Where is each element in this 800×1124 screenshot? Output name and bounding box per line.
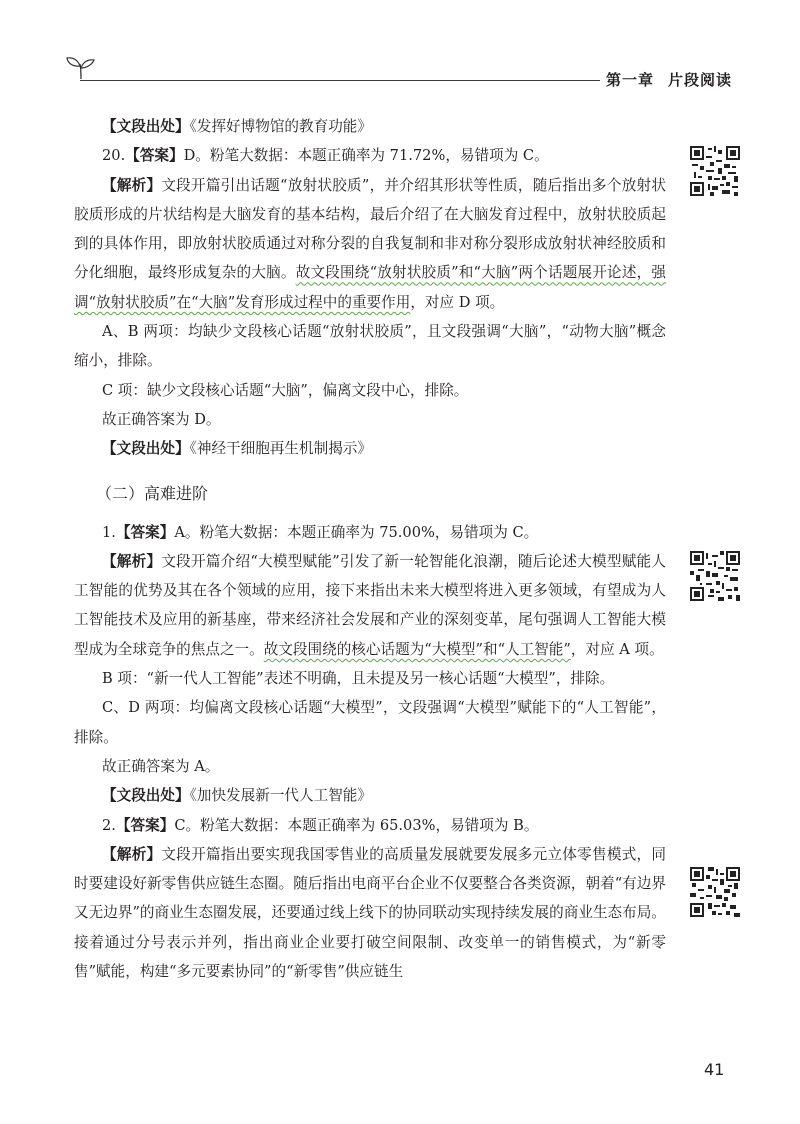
q20-option-ab: A、B 两项：均缺少文段核心话题“放射状胶质”，且文段强调“大脑”，“动物大脑”概念缩小，排除。	[74, 323, 666, 370]
answer-label: 【答案】	[115, 816, 175, 834]
analysis-key-sentence: 故文段围绕“放射状胶质”和“大脑”两个话题展开论述，强调“放射状胶质”在“大脑”发育形成过程中的重要作用	[74, 264, 666, 311]
q20-source	[74, 434, 666, 463]
analysis-label: 【解析】	[102, 552, 162, 570]
source-label: 【文段出处】	[102, 118, 190, 135]
page-number: 41	[704, 1060, 725, 1079]
answer-text: C。粉笔大数据：本题正确率为 65.03%，易错项为 B。	[174, 816, 539, 834]
header-rule	[80, 80, 600, 81]
question-number: 20.	[102, 147, 126, 165]
q1-conclusion: 故正确答案为 A。	[102, 757, 220, 775]
source-title: 《发挥好博物馆的教育功能》	[189, 118, 372, 135]
qr-code-icon[interactable]	[690, 867, 740, 917]
answer-text: D。粉笔大数据：本题正确率为 71.72%，易错项为 C。	[183, 147, 549, 165]
source-label: 【文段出处】	[102, 787, 190, 805]
q20-option-c: C 项：缺少文段核心话题“大脑”，偏离文段中心，排除。	[102, 381, 469, 399]
q2-answer	[74, 811, 666, 840]
answer-text: A。粉笔大数据：本题正确率为 75.00%，易错项为 C。	[174, 523, 539, 541]
q1-source	[74, 781, 666, 810]
running-header	[606, 69, 732, 90]
analysis-label: 【解析】	[102, 176, 162, 194]
source-title: 《加快发展新一代人工智能》	[189, 787, 372, 805]
qr-code-icon[interactable]	[690, 146, 740, 196]
analysis-text: 文段开篇引出话题“放射状胶质”，并介绍其形状等性质，随后指出多个放射状胶质形成的片状结构是大脑发育的基本结构，最后介绍了在大脑发育过程中，放射状胶质起到的具体作用，即放射状胶质通过对称分裂的自我复制和非对称分裂形成放射状神经胶质和分化细胞，最终形成复杂的大脑。	[74, 176, 666, 282]
sprout-icon	[64, 56, 98, 80]
source-title: 《神经干细胞再生机制揭示》	[189, 440, 372, 458]
analysis-label: 【解析】	[102, 845, 162, 863]
q1-analysis	[74, 547, 666, 664]
q20-answer	[74, 141, 666, 170]
analysis-end: ，对应 D 项。	[410, 293, 505, 311]
source-label: 【文段出处】	[102, 440, 190, 458]
q20-conclusion: 故正确答案为 D。	[102, 410, 221, 428]
question-number: 1.	[102, 523, 116, 541]
q19-source	[74, 112, 666, 141]
analysis-key-sentence: 故文段围绕的核心话题为“大模型”和“人工智能”	[263, 640, 571, 658]
qr-code-icon[interactable]	[690, 551, 740, 601]
analysis-end: ，对应 A 项。	[570, 640, 664, 658]
section-title: （二）高难进阶	[96, 483, 209, 503]
chapter-label: 第一章	[606, 71, 655, 89]
analysis-text: 文段开篇指出要实现我国零售业的高质量发展就要发展多元立体零售模式，同时要建设好新零售供应链生态圈。随后指出电商平台企业不仅要整合各类资源，朝着“有边界又无边界”的商业生态圈发展，还要通过线上线下的协同联动实现持续发展的商业生态布局。接着通过分号表示并列，指出商业企业要打破空间限制、改变单一的销售模式，为“新零售”赋能，构建“多元要素协同”的“新零售”供应链生	[74, 845, 666, 981]
question-number: 2.	[102, 816, 116, 834]
analysis-text: 文段开篇介绍“大模型赋能”引发了新一轮智能化浪潮，随后论述大模型赋能人工智能的优势及其在各个领域的应用，接下来指出未来大模型将进入更多领域，有望成为人工智能技术及应用的新基座，带来经济社会发展和产业的深刻变革，尾句强调人工智能大模型成为全球竞争的焦点之一。	[74, 552, 666, 658]
q1-option-cd: C、D 两项：均偏离文段核心话题“大模型”，文段强调“大模型”赋能下的“人工智能”，排除。	[74, 699, 666, 746]
q2-analysis	[74, 840, 666, 986]
q20-analysis	[74, 171, 666, 317]
page-content	[74, 112, 666, 986]
answer-label: 【答案】	[125, 147, 184, 165]
answer-label: 【答案】	[115, 523, 175, 541]
q1-answer	[74, 518, 666, 547]
section-label: 片段阅读	[668, 71, 733, 89]
q1-option-b: B 项：“新一代人工智能”表述不明确，且未提及另一核心话题“大模型”，排除。	[102, 670, 615, 688]
